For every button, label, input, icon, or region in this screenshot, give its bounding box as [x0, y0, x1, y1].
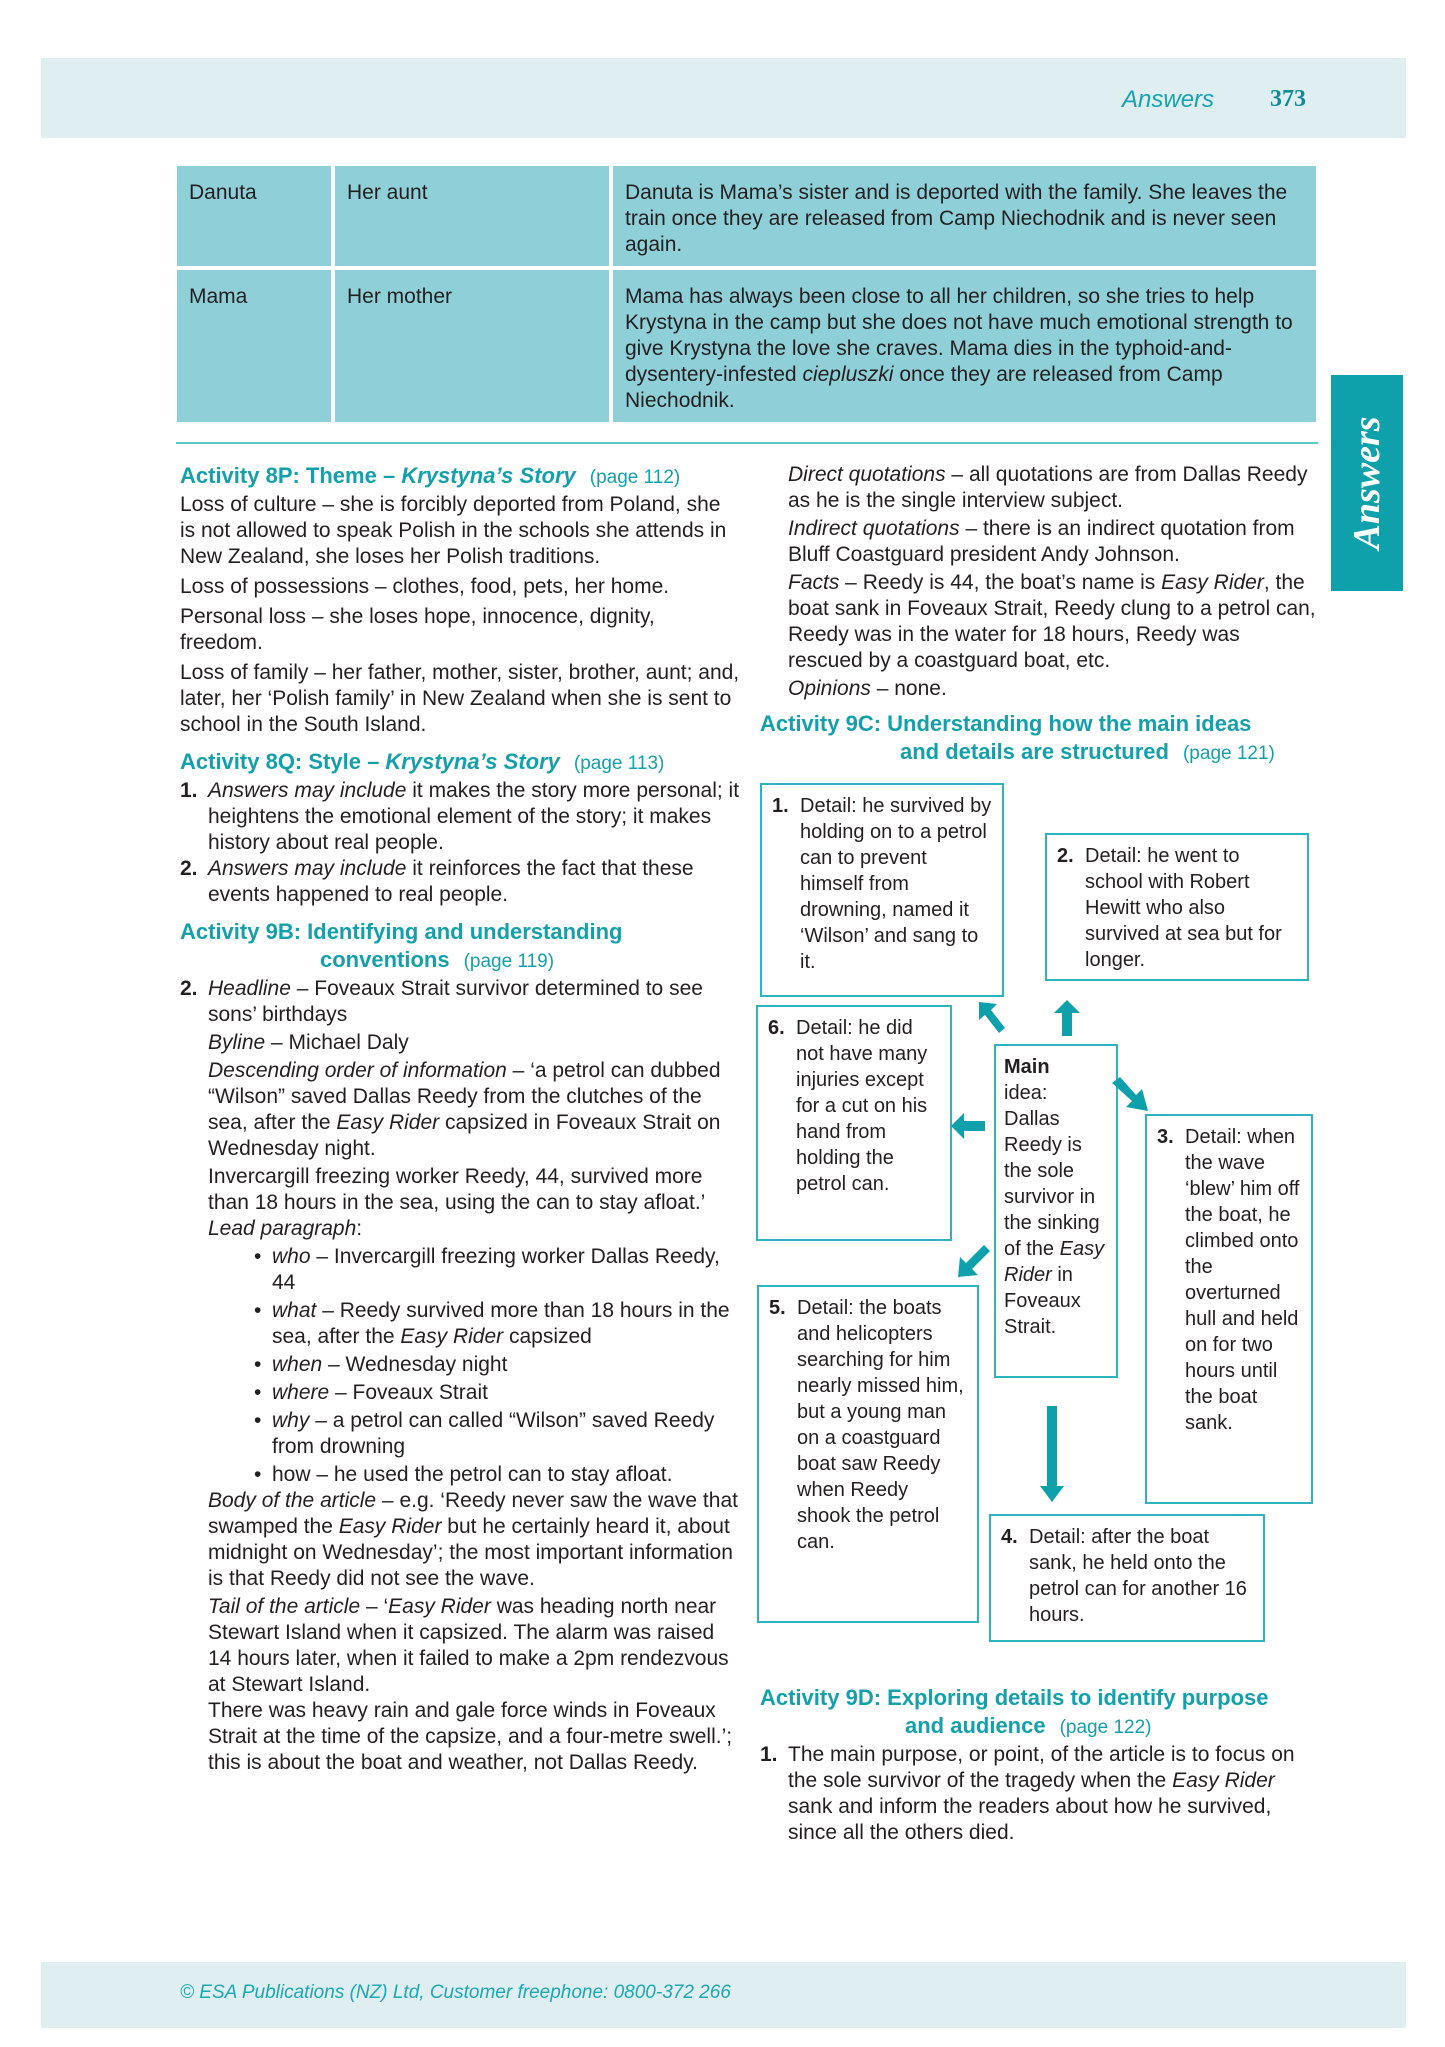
- text: – e.g. ‘Reedy never saw the wave that swamped the: [208, 1489, 738, 1538]
- item-number: 3.: [1157, 1126, 1174, 1148]
- arrow-shape: [1054, 1000, 1080, 1036]
- text: – Foveaux Strait: [329, 1381, 488, 1404]
- text: it reinforces the fact that these events happened to real people.: [208, 857, 694, 906]
- lead-label: [208, 1216, 740, 1242]
- detail-box-1: [760, 783, 1004, 997]
- arrow-left-icon: [951, 1113, 985, 1139]
- tail-item: [208, 1594, 740, 1698]
- character-name: Danuta: [177, 166, 331, 266]
- text-italic: Rider: [1004, 1264, 1052, 1286]
- text: Detail: he did not have many injuries except for a cut on his hand from holding the petrol can.: [796, 1017, 928, 1195]
- heading-text: conventions: [320, 947, 450, 972]
- item-number: 2.: [180, 977, 198, 1000]
- item-number: 4.: [1001, 1526, 1018, 1548]
- text: – Invercargill freezing worker Dallas Reedy, 44: [272, 1245, 720, 1294]
- text: Detail: after the boat sank, he held onto the petrol can for another 16 hours.: [1029, 1526, 1247, 1626]
- heading-italic: Krystyna’s Story: [385, 749, 560, 774]
- page-ref: (page 122): [1059, 1717, 1152, 1738]
- character-relation: Her mother: [335, 270, 609, 422]
- text: :: [356, 1217, 363, 1240]
- bullet-item: [180, 1352, 740, 1378]
- label: Facts: [788, 571, 840, 594]
- label: what: [272, 1299, 317, 1322]
- right-column: [760, 462, 1320, 768]
- text: it makes the story more personal; it heightens the emotional element of the story; it makes history about real people.: [208, 779, 740, 854]
- text: – ‘: [360, 1595, 389, 1618]
- activity-9d: [760, 1684, 1320, 1846]
- page-ref: (page 121): [1182, 743, 1275, 764]
- heading-text: and details are structured: [900, 739, 1169, 764]
- label: Lead paragraph: [208, 1217, 357, 1240]
- table-row: [177, 166, 1316, 266]
- text-italic: Easy Rider: [338, 1515, 442, 1538]
- activity-9b-continued: [760, 462, 1320, 702]
- detail-text: [771, 1295, 967, 1555]
- label: who: [272, 1245, 311, 1268]
- page-ref: (page 113): [573, 753, 665, 774]
- table-row: [177, 270, 1316, 422]
- section-divider: [176, 442, 1318, 444]
- arrow-down-left-icon: [958, 1243, 992, 1277]
- activity-9b-heading: Activity 9B: Identifying and understanding: [180, 919, 623, 944]
- arrow-shape: [958, 1245, 990, 1277]
- arrow-up-icon: [1054, 1000, 1080, 1036]
- text: idea: Dallas Reedy is the sole survivor in the sinking of the: [1004, 1082, 1100, 1260]
- item-number: 5.: [769, 1297, 786, 1319]
- label: Body of the article: [208, 1489, 377, 1512]
- detail-box-4: [989, 1514, 1265, 1642]
- label: when: [272, 1353, 323, 1376]
- activity-9c-heading: Activity 9C: Understanding how the main ideas: [760, 711, 1252, 736]
- answers-side-tab: [1331, 375, 1403, 591]
- headline-item: [180, 976, 740, 1028]
- arrow-down-icon: [1040, 1406, 1064, 1502]
- section-title: Answers: [1122, 86, 1215, 113]
- activity-9b-body: [180, 976, 740, 1242]
- character-relation: Her aunt: [335, 166, 609, 266]
- activity-8p-heading: [180, 462, 740, 492]
- bullet-item: [180, 1244, 740, 1296]
- label: Descending order of information: [208, 1059, 507, 1082]
- text: capsized: [503, 1325, 592, 1348]
- detail-box-2: [1045, 833, 1309, 981]
- text: – Reedy is 44, the boat’s name is: [839, 571, 1162, 594]
- opinions-item: [788, 676, 1320, 702]
- text: but he certainly heard it, about midnight on Wednesday’; the most important information is that Reedy did not see the wave.: [208, 1515, 733, 1590]
- text: – none.: [870, 677, 947, 700]
- arrow-shape: [1040, 1406, 1064, 1502]
- label: Indirect quotations: [788, 517, 960, 540]
- label: where: [272, 1381, 330, 1404]
- text-italic: Easy Rider: [336, 1111, 440, 1134]
- page-number: 373: [1270, 86, 1306, 112]
- character-table: [173, 162, 1320, 426]
- detail-text: [770, 1015, 940, 1197]
- label: why: [272, 1409, 310, 1432]
- heading-text: Activity 8P: Theme –: [180, 463, 402, 488]
- item-number: 2.: [1057, 845, 1074, 867]
- text: Detail: he went to school with Robert Hewitt who also survived at sea but for longer.: [1085, 845, 1282, 971]
- label: Opinions: [788, 677, 871, 700]
- activity-8q-heading: [180, 748, 740, 778]
- text-italic: Easy Rider: [400, 1325, 504, 1348]
- text: in Foveaux Strait.: [1004, 1264, 1081, 1338]
- arrow-shape: [979, 1002, 1005, 1033]
- bullet-item: [180, 1462, 740, 1488]
- detail-text: [1159, 1124, 1301, 1436]
- heading-text: and audience: [905, 1713, 1046, 1738]
- descending-item: [208, 1058, 740, 1162]
- text: – Reedy survived more than 18 hours in the sea, after the: [272, 1299, 730, 1348]
- text-italic: ciepluszki: [802, 363, 894, 386]
- list-item: [180, 778, 740, 856]
- arrow-shape: [1112, 1077, 1148, 1111]
- direct-quotes-item: [788, 462, 1320, 514]
- activity-9d-heading-line2: [760, 1712, 1320, 1742]
- text: – Wednesday night: [322, 1353, 508, 1376]
- text-italic: Answers may include: [208, 857, 407, 880]
- character-description: [613, 270, 1316, 422]
- text: Mama has always been close to all her children, so she tries to help Krystyna in the camp but she does not have much emotional strength to give Krystyna the love she craves. Mama dies in the typhoid-and-dysentery-infested: [625, 285, 1293, 386]
- paragraph: Loss of culture – she is forcibly deported from Poland, she is not allowed to speak Polish in the schools she attends in New Zealand, she loses her Polish traditions.: [180, 493, 727, 568]
- page-ref: (page 112): [589, 467, 681, 488]
- label: Tail of the article: [208, 1595, 361, 1618]
- item-number: 1.: [760, 1743, 778, 1766]
- heading-text: Activity 8Q: Style –: [180, 749, 386, 774]
- label: Direct quotations: [788, 463, 946, 486]
- text: Detail: the boats and helicopters searching for him nearly missed him, but a young man on a coastguard boat saw Reedy when Reedy shook the petrol can.: [797, 1297, 964, 1553]
- text-italic: Easy Rider: [388, 1595, 491, 1618]
- item-number: 6.: [768, 1017, 785, 1039]
- left-column: [180, 462, 740, 1776]
- bullet-item: [180, 1380, 740, 1406]
- text: , the boat sank in Foveaux Strait, Reedy clung to a petrol can, Reedy was in the water for 18 hours, Reedy was rescued by a coastguard boat, etc.: [788, 571, 1316, 672]
- body-item: [208, 1488, 740, 1592]
- list-item: [180, 856, 740, 908]
- main-idea-box: [994, 1044, 1118, 1378]
- text: once they are released from Camp Niechodnik.: [625, 363, 1223, 412]
- text: The main purpose, or point, of the article is to focus on the sole survivor of the tragedy when the: [788, 1743, 1295, 1792]
- facts-item: [788, 570, 1320, 674]
- paragraph: Loss of family – her father, mother, sister, brother, aunt; and, later, her ‘Polish family’ in New Zealand when she is sent to school in the South Island.: [180, 661, 740, 736]
- tail-quote: There was heavy rain and gale force winds in Foveaux Strait at the time of the capsize, and a four-metre swell.’; this is about the boat and weather, not Dallas Reedy.: [208, 1699, 733, 1774]
- text: – he used the petrol can to stay afloat.: [310, 1463, 673, 1486]
- label: Byline: [208, 1031, 266, 1054]
- item-number: 2.: [180, 857, 198, 880]
- label: how: [272, 1463, 311, 1486]
- heading-italic: Krystyna’s Story: [401, 463, 576, 488]
- activity-9c-heading-line2: [760, 738, 1320, 768]
- detail-box-6: [756, 1005, 952, 1241]
- text: – ‘a petrol can dubbed “Wilson” saved Dallas Reedy from the clutches of the sea, after the: [208, 1059, 721, 1134]
- character-description: Danuta is Mama’s sister and is deported with the family. She leaves the train once they are released from Camp Niechodnik and is never seen again.: [613, 166, 1316, 266]
- detail-text: [1059, 843, 1297, 973]
- item-number: 1.: [180, 779, 198, 802]
- paragraph: Personal loss – she loses hope, innocence, dignity, freedom.: [180, 605, 655, 654]
- activity-9b-heading-line2: [180, 946, 740, 976]
- activity-9d-heading: Activity 9D: Exploring details to identify purpose: [760, 1685, 1269, 1710]
- page-ref: (page 119): [463, 951, 555, 972]
- text: – there is an indirect quotation from Bluff Coastguard president Andy Johnson.: [788, 517, 1295, 566]
- text: – all quotations are from Dallas Reedy as he is the single interview subject.: [788, 463, 1308, 512]
- text: capsized in Foveaux Strait on Wednesday night.: [208, 1111, 721, 1160]
- indirect-quotes-item: [788, 516, 1320, 568]
- descending-quote: Invercargill freezing worker Reedy, 44, survived more than 18 hours in the sea, using the can to stay afloat.’: [208, 1165, 706, 1214]
- text-italic: Easy: [1059, 1238, 1105, 1260]
- arrow-up-left-icon: [975, 998, 1015, 1038]
- arrow-shape: [951, 1113, 985, 1139]
- detail-text: [1003, 1524, 1253, 1628]
- paragraph: Loss of possessions – clothes, food, pets, her home.: [180, 575, 670, 598]
- text: – Foveaux Strait survivor determined to see sons’ birthdays: [208, 977, 703, 1026]
- main-idea-label: Main: [1004, 1056, 1050, 1078]
- text: Detail: he survived by holding on to a petrol can to prevent himself from drowning, named it ‘Wilson’ and sang to it.: [800, 795, 992, 973]
- arrow-down-right-icon: [1112, 1075, 1152, 1115]
- bullet-item: [180, 1298, 740, 1350]
- byline-item: [208, 1030, 740, 1056]
- text-italic: Answers may include: [208, 779, 407, 802]
- text-italic: Easy Rider: [1172, 1769, 1275, 1792]
- footer-copyright: © ESA Publications (NZ) Ltd, Customer freephone: 0800-372 266: [180, 1982, 731, 2003]
- text: Detail: when the wave ‘blew’ him off the boat, he climbed onto the overturned hull and held on for two hours until the boat sank.: [1185, 1126, 1300, 1434]
- list-item: [760, 1742, 1320, 1846]
- item-number: 1.: [772, 795, 789, 817]
- text: – Michael Daly: [265, 1031, 409, 1054]
- detail-box-3: [1145, 1114, 1313, 1504]
- character-name: Mama: [177, 270, 331, 422]
- activity-9b-body-cont: [180, 1488, 740, 1776]
- text-italic: Easy Rider: [1161, 571, 1264, 594]
- detail-text: [774, 793, 992, 975]
- side-tab-label: Answers: [1346, 416, 1388, 550]
- text: – a petrol can called “Wilson” saved Reedy from drowning: [272, 1409, 715, 1458]
- detail-box-5: [757, 1285, 979, 1623]
- text: was heading north near Stewart Island when it capsized. The alarm was raised 14 hours later, when it failed to make a 2pm rendezvous at Stewart Island.: [208, 1595, 729, 1696]
- text: sank and inform the readers about how he survived, since all the others died.: [788, 1795, 1272, 1844]
- bullet-item: [180, 1408, 740, 1460]
- label: Headline: [208, 977, 291, 1000]
